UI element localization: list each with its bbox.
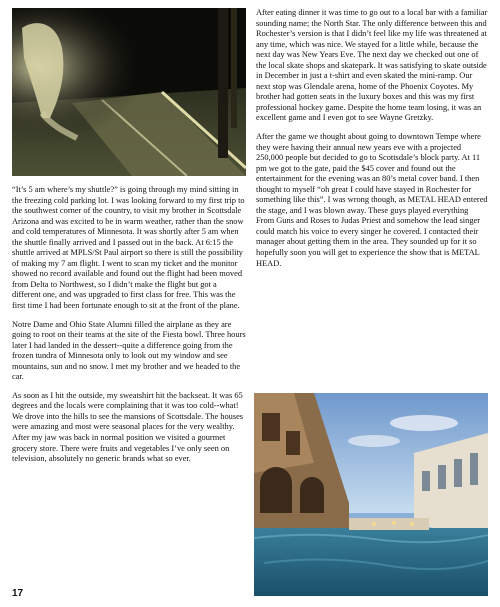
article-paragraph: After the game we thought about going to downtown Tempe where they were having their annual new years eve with a projected 250,000 people but decided to go to Scottsdale’s block party. At 11 pm we got to the gate, paid the $45 cover and found out the entertainment for the evening was an 80’s metal cover band. I then thought to myself “oh great I could have stayed in Rochester for something like this”. I was wrong though, as METAL HEAD entered the stage, and I was blown away. These guys played everything From Guns and Roses to Judas Priest and somehow the lead singer could match his voice to every singer he covered. I contacted their manager about getting them in the area. They sounded up for it so hopefully soon you will get to experience the show that is METAL HEAD. — [256, 132, 488, 268]
night-skateboarding-photo — [12, 8, 246, 176]
article-paragraph: Notre Dame and Ohio State Alumni filled the airplane as they are going to root on their teams at the site of the Fiesta bowl. Three hours later I had landed in the dessert--quite a difference going from the frozen tundra of Minnesota only to look out my window and see mountains, sun and no snow. I met my brother and we headed to the car. — [12, 319, 246, 382]
article-paragraph: After eating dinner it was time to go out to a local bar with a familiar sounding name; the North Star. The only difference between this and Rochester’s version is that I didn’t feel like my life was threatened at any time, which was nice. We stayed for a little while, because the next day was New Years Eve. The next day we checked out one of the local skate shops and skatepark. It was satisfying to skate outside in December in just a t-shirt and even skated the mini-ramp. Our next stop was Glendale arena, home of the Phoenix Coyotes. My brother had gotten seats in the luxury boxes and this was my first professional hockey game. Despite the home team losing, it was an excellent game and I even got to see Wayne Gretzky. — [256, 8, 488, 123]
left-column — [12, 8, 246, 473]
venetian-canal-photo — [254, 393, 488, 596]
article-paragraph: “It’s 5 am where’s my shuttle?” is going through my mind sitting in the freezing cold parking lot. I was looking forward to my first trip to the southwest corner of the country, to visit my brother in Scottsdale Arizona and was excited to be in warm weather, rather than the snow and cold temperatures of Minnesota. It was shortly after 5 am when the shuttle finally arrived and I passed out in the back. At 6:15 the shuttle arrived at MPLS/St Paul airport so there is still the possibility of making my 7 am flight. I went to scan my ticket and the monitor showed no record available and found out the flight had been moved from Delta to Northwest, so I didn’t make the flight but got a different one, and was upgraded to first class for free. This was the first time I had been fortunate enough to sit at the front of the plane. — [12, 185, 245, 311]
page-number: 17 — [12, 588, 24, 599]
right-column — [256, 8, 488, 277]
article-paragraph: As soon as I hit the outside, my sweatshirt hit the backseat. It was 65 degrees and the locals were complaining that it was too cold--what! We drove into the hills to see the mansions of Scottsdale. The houses were amazing and most were seasonal places for the very wealthy. After my jaw was back in normal position we visited a gourmet grocery store. There were fruits and vegetables I’ve only seen on television, absolutely no generic brands what so ever. — [12, 390, 244, 464]
